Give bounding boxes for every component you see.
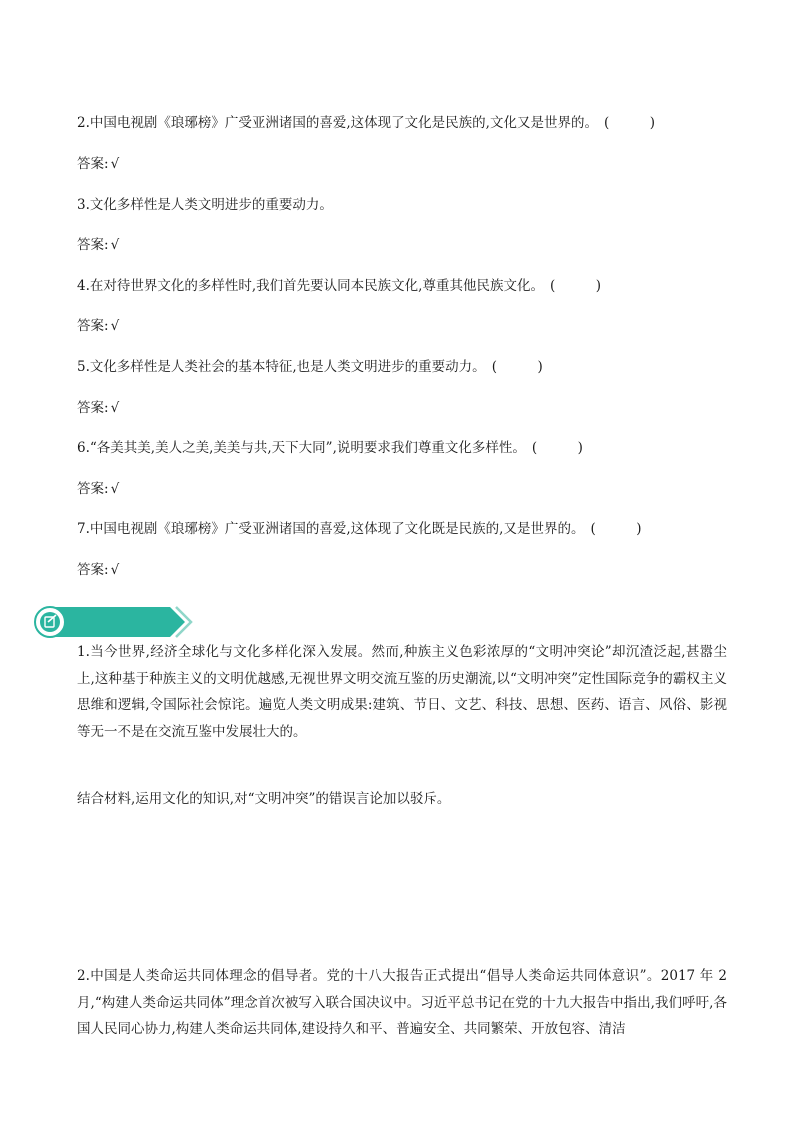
checkmark-icon: √ bbox=[110, 481, 120, 497]
answer-5 bbox=[77, 399, 119, 417]
question-7 bbox=[77, 520, 642, 538]
exercise-number: 1. bbox=[77, 644, 90, 660]
answer-label: 答案: bbox=[77, 156, 109, 172]
checkmark-icon: √ bbox=[110, 318, 120, 334]
section-banner bbox=[33, 604, 193, 640]
banner-ribbon bbox=[47, 607, 185, 637]
question-4 bbox=[77, 277, 601, 295]
question-text: 中国电视剧《琅琊榜》广受亚洲诸国的喜爱,这体现了文化既是民族的,又是世界的。 bbox=[89, 521, 585, 537]
edit-icon bbox=[40, 612, 60, 632]
question-number: 7. bbox=[77, 521, 90, 537]
question-number: 2. bbox=[77, 115, 90, 131]
answer-label: 答案: bbox=[77, 237, 109, 253]
checkmark-icon: √ bbox=[110, 400, 120, 416]
checkmark-icon: √ bbox=[110, 562, 120, 578]
question-text: 中国电视剧《琅琊榜》广受亚洲诸国的喜爱,这体现了文化是民族的,文化又是世界的。 bbox=[89, 115, 598, 131]
exercise-text: 中国是人类命运共同体理念的倡导者。党的十八大报告正式提出“倡导人类命运共同体意识”。2017 年 2 月,“构建人类命运共同体”理念首次被写入联合国决议中。习近平总书记在党的十九大报告中指出,我们呼吁,各国人民同心协力,构建人类命运共同体,建设持久和平、普遍安全、共同繁荣、开放包容、清洁 bbox=[77, 968, 727, 1037]
answer-blank: ( ) bbox=[531, 440, 583, 456]
answer-3 bbox=[77, 236, 119, 254]
answer-7 bbox=[77, 561, 119, 579]
answer-label: 答案: bbox=[77, 400, 109, 416]
answer-label: 答案: bbox=[77, 318, 109, 334]
question-text: “各美其美,美人之美,美美与共,天下大同”,说明要求我们尊重文化多样性。 bbox=[89, 440, 526, 456]
question-number: 5. bbox=[77, 359, 90, 375]
answer-blank: ( ) bbox=[603, 115, 656, 131]
question-text: 文化多样性是人类文明进步的重要动力。 bbox=[89, 197, 333, 213]
question-number: 3. bbox=[77, 197, 90, 213]
checkmark-icon: √ bbox=[110, 156, 120, 172]
answer-blank: ( ) bbox=[549, 278, 602, 294]
checkmark-icon: √ bbox=[110, 237, 120, 253]
question-5 bbox=[77, 358, 543, 376]
question-number: 6. bbox=[77, 440, 90, 456]
answer-blank: ( ) bbox=[491, 359, 543, 375]
question-3 bbox=[77, 196, 333, 214]
answer-blank: ( ) bbox=[590, 521, 642, 537]
exercise-1-prompt: 结合材料,运用文化的知识,对“文明冲突”的错误言论加以驳斥。 bbox=[77, 791, 451, 807]
question-6 bbox=[77, 439, 583, 457]
question-text: 在对待世界文化的多样性时,我们首先要认同本民族文化,尊重其他民族文化。 bbox=[89, 278, 544, 294]
question-text: 文化多样性是人类社会的基本特征,也是人类文明进步的重要动力。 bbox=[89, 359, 486, 375]
question-2 bbox=[77, 114, 655, 132]
exercise-2-material bbox=[77, 963, 727, 1043]
question-number: 4. bbox=[77, 278, 90, 294]
answer-6 bbox=[77, 480, 119, 498]
answer-4 bbox=[77, 317, 119, 335]
answer-label: 答案: bbox=[77, 481, 109, 497]
exercise-number: 2. bbox=[77, 968, 90, 984]
exercise-text: 当今世界,经济全球化与文化多样化深入发展。然而,种族主义色彩浓厚的“文明冲突论”却沉渣泛起,甚嚣尘上,这种基于种族主义的文明优越感,无视世界文明交流互鉴的历史潮流,以“文明冲突”定性国际竞争的霸权主义思维和逻辑,令国际社会惊诧。遍览人类文明成果:建筑、节日、文艺、科技、思想、医药、语言、风俗、影视等无一不是在交流互鉴中发展壮大的。 bbox=[77, 644, 727, 740]
answer-label: 答案: bbox=[77, 562, 109, 578]
exercise-1-material bbox=[77, 639, 727, 745]
answer-2 bbox=[77, 155, 119, 173]
